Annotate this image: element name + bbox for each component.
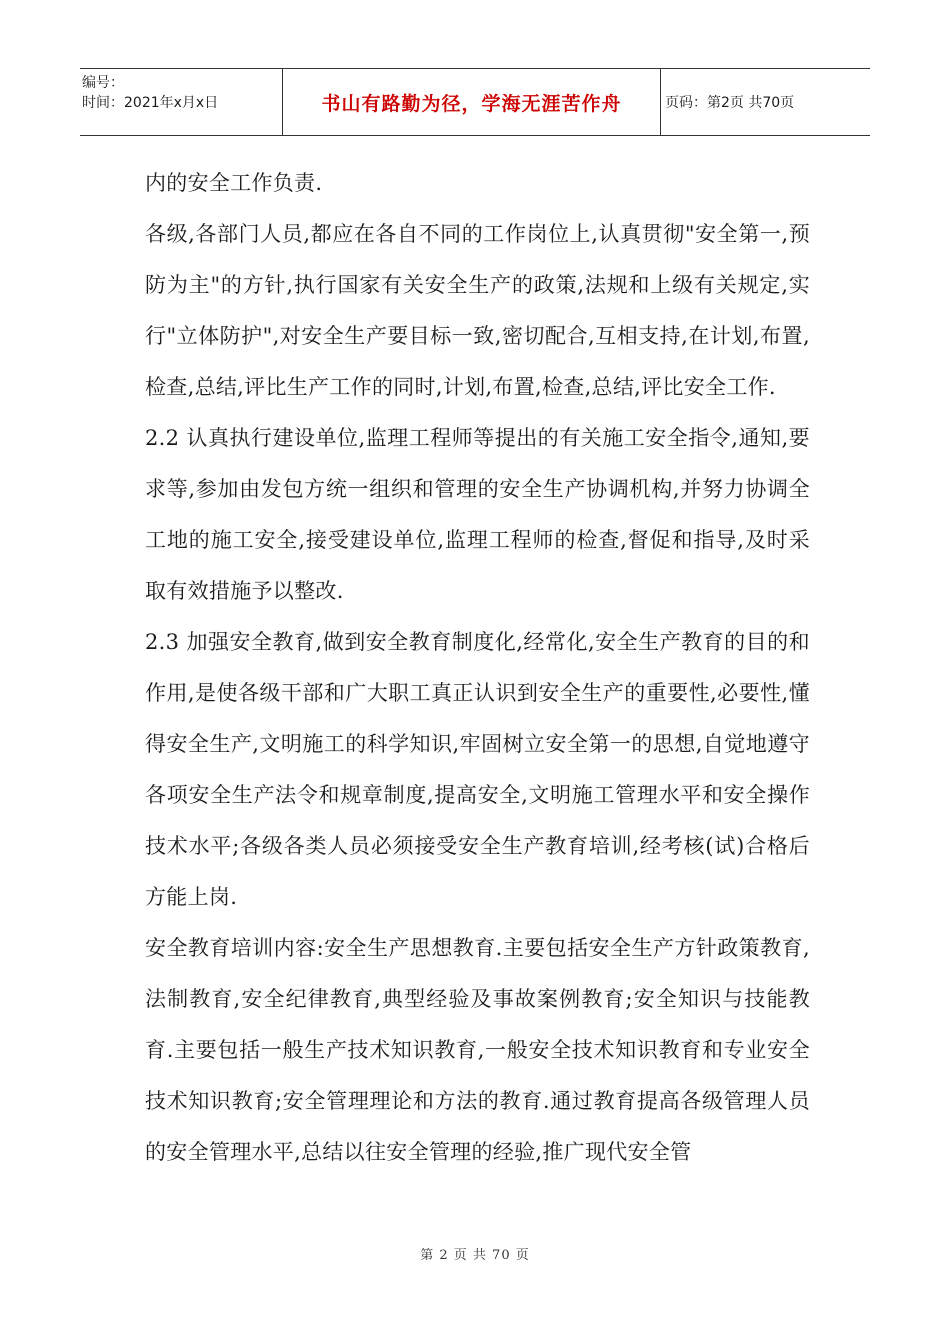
document-number-label: 编号：: [82, 75, 124, 91]
paragraph: 2.2 认真执行建设单位,监理工程师等提出的有关施工安全指令,通知,要求等,参加由发包方统一组织和管理的安全生产协调机构,并努力协调全工地的施工安全,接受建设单位,监理工程师的检查,督促和指导,及时采取有效措施予以整改.: [145, 426, 810, 603]
paragraph: 2.3 加强安全教育,做到安全教育制度化,经常化,安全生产教育的目的和作用,是使各级干部和广大职工真正认识到安全生产的重要性,必要性,懂得安全生产,文明施工的科学知识,牢固树立安全第一的思想,自觉地遵守各项安全生产法令和规章制度,提高安全,文明施工管理水平和安全操作技术水平;各级各类人员必须接受安全生产教育培训,经考核(试)合格后方能上岗.: [145, 630, 810, 909]
header-page-code: 页码：第2页 共70页: [665, 95, 795, 111]
page-header: [80, 68, 870, 136]
paragraph: 安全教育培训内容:安全生产思想教育.主要包括安全生产方针政策教育,法制教育,安全纪律教育,典型经验及事故案例教育;安全知识与技能教育.主要包括一般生产技术知识教育,一般安全技术知识教育和专业安全技术知识教育;安全管理理论和方法的教育.通过教育提高各级管理人员的安全管理水平,总结以往安全管理的经验,推广现代安全管: [145, 936, 810, 1164]
paragraph: 内的安全工作负责.: [145, 171, 323, 195]
header-motto-cell: [283, 69, 661, 135]
header-info-cell: [80, 69, 283, 135]
header-page-cell: [661, 69, 870, 135]
document-body: [145, 158, 810, 1178]
header-motto: 书山有路勤为径，学海无涯苦作舟: [321, 92, 622, 115]
document-time-label: 时间：2021年x月x日: [82, 95, 219, 111]
page-footer: 第 2 页 共 70 页: [420, 1248, 530, 1263]
paragraph: 各级,各部门人员,都应在各自不同的工作岗位上,认真贯彻"安全第一,预防为主"的方针,执行国家有关安全生产的政策,法规和上级有关规定,实行"立体防护",对安全生产要目标一致,密切配合,互相支持,在计划,布置,检查,总结,评比生产工作的同时,计划,布置,检查,总结,评比安全工作.: [145, 222, 810, 399]
